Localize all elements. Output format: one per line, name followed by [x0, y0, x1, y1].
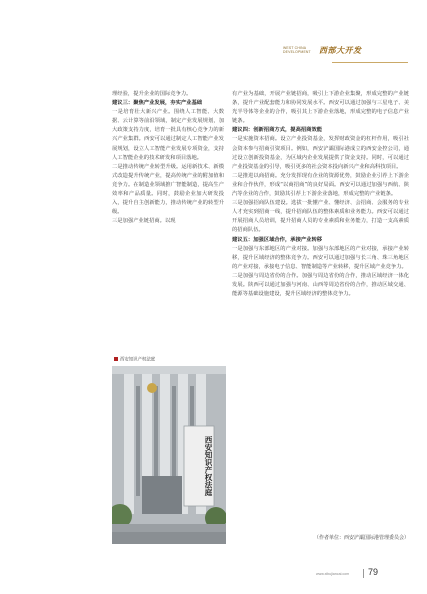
- section-heading: 建议五：加强区域合作，承接产业转移: [232, 236, 323, 243]
- section-heading: 建议四：创新招商方式，提高招商效能: [232, 127, 323, 134]
- footer-url: www.xibujiancai.com: [316, 572, 350, 576]
- photo-caption: [114, 357, 155, 364]
- caption-marker-icon: [114, 357, 118, 361]
- court-sign-text: 西安知识产权法庭: [204, 436, 213, 496]
- paragraph: 二是加强与周边省份的合作。加强与周边省份的合作，推动区域经济一体化发展。陕西可以通过加强与河南、山西等周边省份的合作，推动区域交通、能源等基础设施建设，提升区域经济的整体竞争力。: [232, 272, 409, 298]
- magazine-masthead: [283, 46, 403, 60]
- masthead-english: WEST CHINA DEVELOPMENT: [283, 46, 311, 54]
- paragraph: 二是推进以商招商。充分发挥现有企业的资源优势，鼓励企业引荐上下游企业和合作伙伴，形成“以商招商”的良好局面。西安可以通过加强与西航、陕汽等企业的合作，鼓励其引荐上下游企业落地，形成完整的产业链条。: [232, 172, 409, 198]
- paragraph: 三是加强产业链招商。以现: [112, 218, 176, 225]
- masthead-chinese: 西部大开发: [319, 45, 362, 55]
- paragraph: 一是加强与东部地区的产业对接。加强与东部地区的产业对接，承接产业转移，提升区域经济的整体竞争力。西安可以通过加强与长三角、珠三角地区的产业对接，承接电子信息、智能制造等产业转移，提升区域产业竞争力。: [232, 245, 409, 270]
- left-text-column: [112, 90, 224, 226]
- header-rule: [332, 62, 408, 63]
- paragraph: 三是加强招商队伍建设。选拔一批懂产业、懂经济、会招商、会服务的专业人才充实到招商一线，提升招商队伍的整体素质和业务能力。西安可以通过开展招商人员培训，提升招商人员的专业素质和业务能力，打造一支高素质的招商队伍。: [232, 200, 409, 234]
- paragraph: 理经验，提升企业的国际竞争力。: [112, 91, 192, 97]
- paragraph: 二是推动传统产业转型升级。运用新技术、新模式改造提升传统产业，提高传统产业的附加值和竞争力。在制造业领域推广智能制造，提高生产效率和产品质量。同时，鼓励企业加大研发投入，提升自主创新能力，推动传统产业的转型升级。: [112, 163, 224, 216]
- footer-separator: [363, 569, 364, 578]
- page-number: 79: [368, 567, 379, 577]
- court-building-photo: [112, 366, 226, 544]
- section-heading: 建议三：聚焦产业发展，夯实产业基础: [112, 100, 203, 107]
- author-note: （作者单位：西安浐灞国际港管理委员会）: [313, 535, 409, 541]
- paragraph: 有产业为基础，开展产业链招商，吸引上下游企业集聚，形成完整的产业链条，提升产业配套能力和协同发展水平。西安可以通过加强与三星电子、美光半导体等企业的合作，吸引其上下游企业落地，形成完整的电子信息产业链条。: [232, 91, 409, 125]
- paragraph: 一是培育壮大新兴产业。围绕人工智能、大数据、云计算等前沿领域，制定产业发展规划，加大政策支持力度，培育一批具有核心竞争力的新兴产业集群。西安可以通过制定人工智能产业发展规划，设立人工智能产业发展专项资金，支持人工智能企业的技术研发和项目落地。: [112, 109, 224, 161]
- photo-caption-text: 西安知识产权法庭: [120, 357, 156, 363]
- right-text-column: [232, 90, 409, 299]
- paragraph: 一是实施资本招商。设立产业投资基金，发挥财政资金的杠杆作用，吸引社会资本参与招商引资项目。例如，西安浐灞国际港成立的西安金控公司，通过设立创新投资基金，为区域内企业发展提供了资金支持。同时，可以通过产业投资基金的引导，吸引更多的社会资本投向新兴产业和高科技项目。: [232, 136, 409, 170]
